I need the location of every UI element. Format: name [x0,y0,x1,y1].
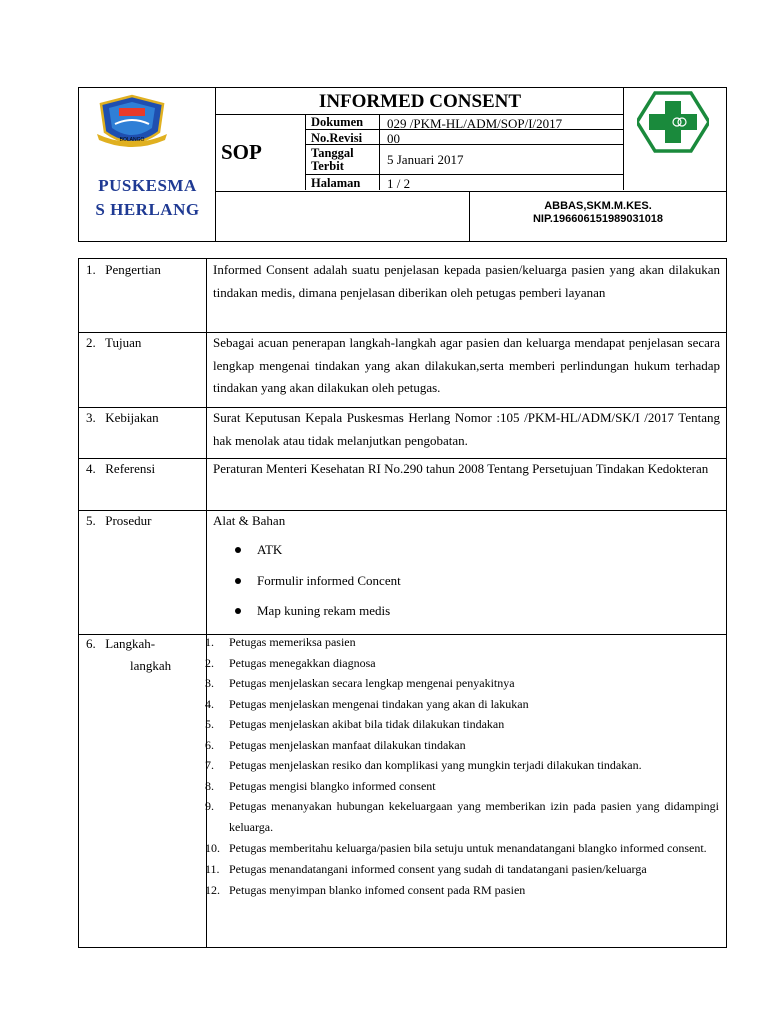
meta-value-revisi: 00 [387,131,400,146]
section-label-tujuan: 2. Tujuan [86,335,142,350]
organization-name [85,174,210,222]
org-line-1: PUSKESMA [98,176,197,195]
prosedur-heading: Alat & Bahan [213,513,286,528]
signatory [469,200,727,226]
logo-banner-text: BOLANGO [119,137,145,143]
section-label-prosedur: 5. Prosedur [86,513,152,528]
health-cross-icon [637,91,709,153]
regency-logo [93,94,171,152]
section-label-langkah: 6. Langkah- langkah [86,636,172,673]
list-item: 6. Petugas menjelaskan manfaat dilakukan tindakan [205,737,466,752]
meta-value-halaman: 1 / 2 [387,176,411,191]
list-item: 5. Petugas menjelaskan akibat bila tidak dilakukan tindakan [205,717,505,731]
meta-label-dokumen: Dokumen [311,115,364,129]
section-label-referensi: 4. Referensi [86,461,156,476]
prosedur-materials-list [235,540,401,632]
org-line-2: S HERLANG [95,200,200,219]
list-item: Formulir informed Concent [235,571,401,602]
meta-value-tanggal: 5 Januari 2017 [387,152,464,167]
list-item: 2. Petugas menegakkan diagnosa [205,655,376,670]
list-item: ATK [235,540,401,571]
meta-label-revisi: No.Revisi [311,131,363,145]
section-text-pengertian: Informed Consent adalah suatu penjelasan kepada pasien/keluarga pasien yang akan dilakukan tindakan medis, dimana penjelasan diberikan oleh petugas pemberi layanan [213,262,720,300]
list-item: Map kuning rekam medis [235,601,401,632]
list-item: 3. Petugas menjelaskan secara lengkap mengenai penyakitnya [205,676,515,690]
document-header [78,87,727,242]
header-divider [305,114,306,190]
header-divider [305,174,623,175]
list-item: 8. Petugas mengisi blangko informed consent [205,778,436,793]
list-item: 11. Petugas menandatangani informed consent yang sudah di tandatangani pasien/keluarga [205,862,647,876]
list-item: 4. Petugas menjelaskan mengenai tindakan yang akan di lakukan [205,696,529,711]
list-item: 7. Petugas menjelaskan resiko dan komplikasi yang mungkin terjadi dilakukan tindakan. [205,758,642,772]
section-text-referensi: Peraturan Menteri Kesehatan RI No.290 tahun 2008 Tentang Persetujuan Tindakan Kedokteran [213,461,709,476]
meta-label-halaman: Halaman [311,176,361,190]
list-item: 9. Petugas menanyakan hubungan kekeluargaan yang memberikan izin pada pasien yang didampingi keluarga. [205,799,719,834]
list-item: 10. Petugas memberitahu keluarga/pasien bila setuju untuk menandatangani blangko informed consent. [205,841,707,855]
sop-content-table [78,258,727,948]
header-divider [215,191,726,192]
document-title: INFORMED CONSENT [318,91,522,112]
section-label-kebijakan: 3. Kebijakan [86,410,159,425]
meta-label-tanggal: Tanggal Terbit [311,146,354,173]
meta-value-dokumen: 029 /PKM-HL/ADM/SOP/I/2017 [387,116,563,131]
steps-list [205,632,719,900]
signer-nip: NIP.196606151989031018 [532,213,664,225]
header-divider [379,114,380,190]
list-item: 1. Petugas memeriksa pasien [205,635,356,649]
header-divider [215,114,623,115]
signer-name: ABBAS,SKM.M.KES. [544,200,652,212]
list-item: 12. Petugas menyimpan blanko infomed consent pada RM pasien [205,882,526,897]
sop-label: SOP [221,140,262,164]
section-text-tujuan: Sebagai acuan penerapan langkah-langkah agar pasien dan keluarga mendapat penjelasan secara lengkap mengenai tindakan yang akan dilakukan,serta memberi perlindungan hukum terhadap tindakan yang akan dilakukan oleh petugas. [213,335,720,395]
section-label-pengertian: 1. Pengertian [86,262,161,277]
section-text-kebijakan: Surat Keputusan Kepala Puskesmas Herlang Nomor :105 /PKM-HL/ADM/SK/I /2017 Tentang hak menolak atau tidak melanjutkan pengobatan. [213,410,720,448]
